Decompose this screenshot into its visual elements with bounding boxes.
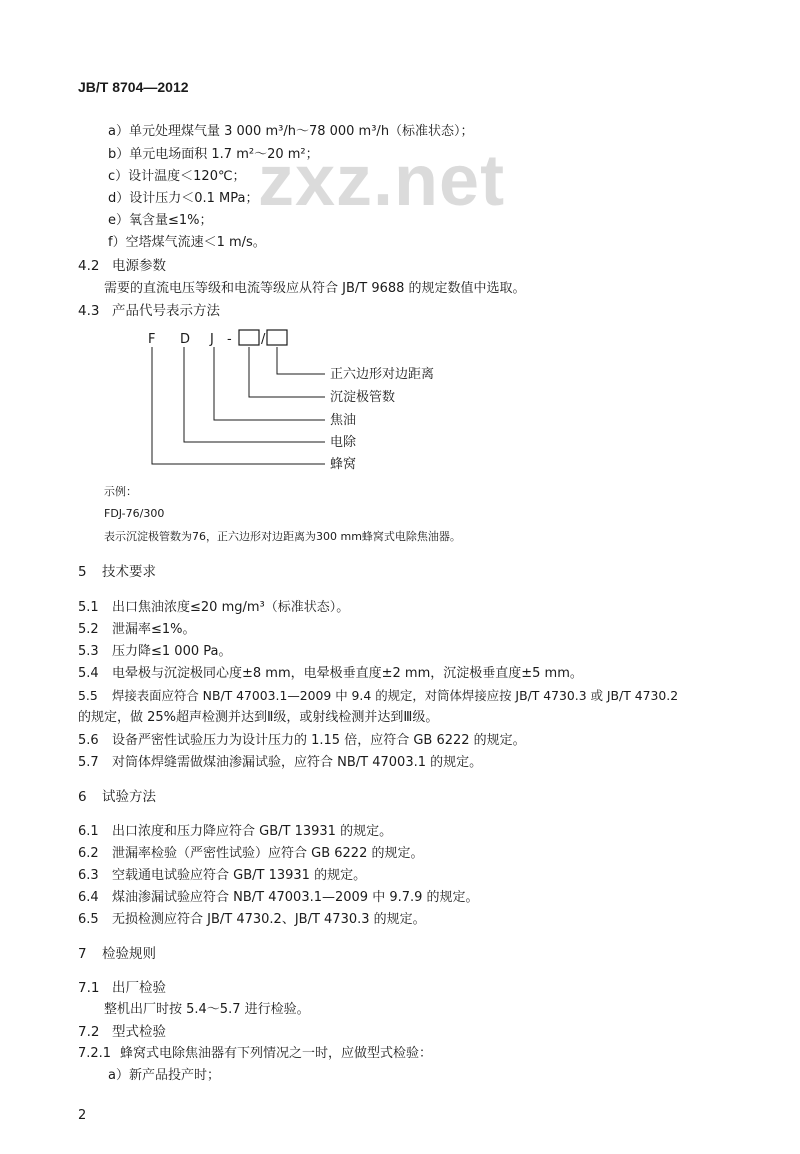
clause-number: 6.1 [78, 824, 99, 839]
clause-number: 5.3 [78, 644, 99, 659]
clause-number: 6.5 [78, 912, 99, 927]
clause-5-2 [78, 622, 196, 638]
clause-text: 对筒体焊缝需做煤油渗漏试验，应符合 NB/T 47003.1 的规定。 [112, 755, 483, 770]
example-code: FDJ-76/300 [104, 507, 165, 520]
list-item: b）单元电场面积 1.7 m²～20 m²； [108, 147, 319, 162]
section-title: 型式检验 [112, 1024, 166, 1040]
list-item: c）设计温度＜120℃； [108, 169, 246, 184]
standard-code: JB/T 8704—2012 [78, 79, 189, 95]
section-number: 4.2 [78, 258, 100, 274]
clause-5-4 [78, 666, 583, 682]
clause-5-5 [78, 688, 678, 704]
section-number: 7.2 [78, 1024, 100, 1040]
clause-number: 5.2 [78, 622, 99, 637]
section-title: 出厂检验 [112, 980, 166, 996]
clause-number: 6.3 [78, 868, 99, 883]
clause-number: 5.7 [78, 755, 99, 770]
leader-line [214, 347, 325, 420]
placeholder-box [267, 330, 287, 345]
example-label: 示例： [104, 485, 137, 498]
section-7-2-heading [78, 1024, 166, 1040]
section-7-1-heading [78, 980, 166, 996]
clause-text: 压力降≤1 000 Pa。 [112, 644, 232, 659]
clause-text: 空载通电试验应符合 GB/T 13931 的规定。 [112, 868, 367, 883]
clause-text: 蜂窝式电除焦油器有下列情况之一时，应做型式检验： [120, 1046, 433, 1061]
clause-number: 7.2.1 [78, 1046, 112, 1061]
product-code-diagram [140, 326, 500, 476]
clause-number: 5.4 [78, 666, 99, 681]
leader-line [152, 347, 325, 464]
section-7-heading [78, 946, 156, 962]
clause-6-5 [78, 912, 426, 928]
diagram-label: 蜂窝 [330, 457, 357, 472]
leader-line [184, 347, 325, 442]
list-item: a）单元处理煤气量 3 000 m³/h～78 000 m³/h（标准状态）； [108, 124, 474, 139]
diagram-label: 沉淀极管数 [330, 390, 396, 405]
clause-number: 6.2 [78, 846, 99, 861]
leader-line [277, 347, 325, 374]
clause-6-3 [78, 868, 366, 884]
clause-5-1 [78, 600, 349, 616]
section-4-2-heading [78, 258, 166, 274]
section-number: 7 [78, 946, 87, 962]
section-title: 检验规则 [102, 946, 156, 962]
clause-7-2-1 [78, 1046, 432, 1062]
list-item: d）设计压力＜0.1 MPa； [108, 191, 259, 206]
clause-text: 出口浓度和压力降应符合 GB/T 13931 的规定。 [112, 824, 393, 839]
diagram-letter: F [148, 332, 156, 347]
clause-text: 出口焦油浓度≤20 mg/m³（标准状态）。 [112, 600, 350, 615]
clause-6-1 [78, 824, 392, 840]
section-4-3-heading [78, 303, 220, 319]
clause-number: 5.1 [78, 600, 99, 615]
clause-text: 电晕极与沉淀极同心度±8 mm，电晕极垂直度±2 mm，沉淀极垂直度±5 mm。 [112, 666, 583, 681]
clause-text: 泄漏率检验（严密性试验）应符合 GB 6222 的规定。 [112, 846, 424, 861]
clause-text: 无损检测应符合 JB/T 4730.2、JB/T 4730.3 的规定。 [112, 912, 426, 927]
clause-number: 6.4 [78, 890, 99, 905]
placeholder-box [239, 330, 259, 345]
page-number: 2 [78, 1108, 87, 1123]
list-item: a）新产品投产时； [108, 1068, 220, 1083]
section-title: 产品代号表示方法 [112, 303, 220, 319]
section-4-2-body: 需要的直流电压等级和电流等级应从符合 JB/T 9688 的规定数值中选取。 [104, 281, 526, 296]
clause-text: 泄漏率≤1%。 [112, 622, 196, 637]
watermark: zxz.net [258, 141, 506, 221]
section-title: 试验方法 [102, 789, 156, 805]
list-item: f）空塔煤气流速＜1 m/s。 [108, 235, 266, 250]
clause-6-4 [78, 890, 479, 906]
clause-6-2 [78, 846, 423, 862]
clause-text: 焊接表面应符合 NB/T 47003.1—2009 中 9.4 的规定，对筒体焊接应按 JB/T 4730.3 或 JB/T 4730.2 [112, 688, 679, 703]
clause-5-5-continued: 的规定，做 25%超声检测并达到Ⅱ级，或射线检测并达到Ⅲ级。 [78, 710, 439, 725]
section-title: 电源参数 [112, 258, 166, 274]
section-number: 6 [78, 789, 87, 805]
clause-number: 5.5 [78, 688, 98, 703]
section-number: 7.1 [78, 980, 100, 996]
section-6-heading [78, 789, 156, 805]
diagram-label: 焦油 [330, 413, 357, 428]
clause-5-6 [78, 733, 526, 749]
diagram-letter: J [210, 332, 214, 347]
clause-5-7 [78, 755, 482, 771]
diagram-letter: / [261, 332, 266, 347]
clause-text: 设备严密性试验压力为设计压力的 1.15 倍，应符合 GB 6222 的规定。 [112, 733, 526, 748]
section-7-1-body: 整机出厂时按 5.4～5.7 进行检验。 [104, 1002, 310, 1017]
section-title: 技术要求 [102, 564, 156, 580]
section-5-heading [78, 564, 156, 580]
diagram-label: 正六边形对边距离 [330, 367, 435, 382]
leader-line [249, 347, 325, 397]
diagram-label: 电除 [330, 435, 357, 450]
clause-5-3 [78, 644, 231, 660]
clause-text: 煤油渗漏试验应符合 NB/T 47003.1—2009 中 9.7.9 的规定。 [112, 890, 479, 905]
list-item: e）氧含量≤1%； [108, 213, 213, 228]
diagram-letter: - [227, 332, 232, 347]
clause-number: 5.6 [78, 733, 99, 748]
diagram-letter: D [180, 332, 191, 347]
section-number: 4.3 [78, 303, 100, 319]
section-number: 5 [78, 564, 87, 580]
example-description: 表示沉淀极管数为76，正六边形对边距离为300 mm蜂窝式电除焦油器。 [104, 530, 461, 543]
